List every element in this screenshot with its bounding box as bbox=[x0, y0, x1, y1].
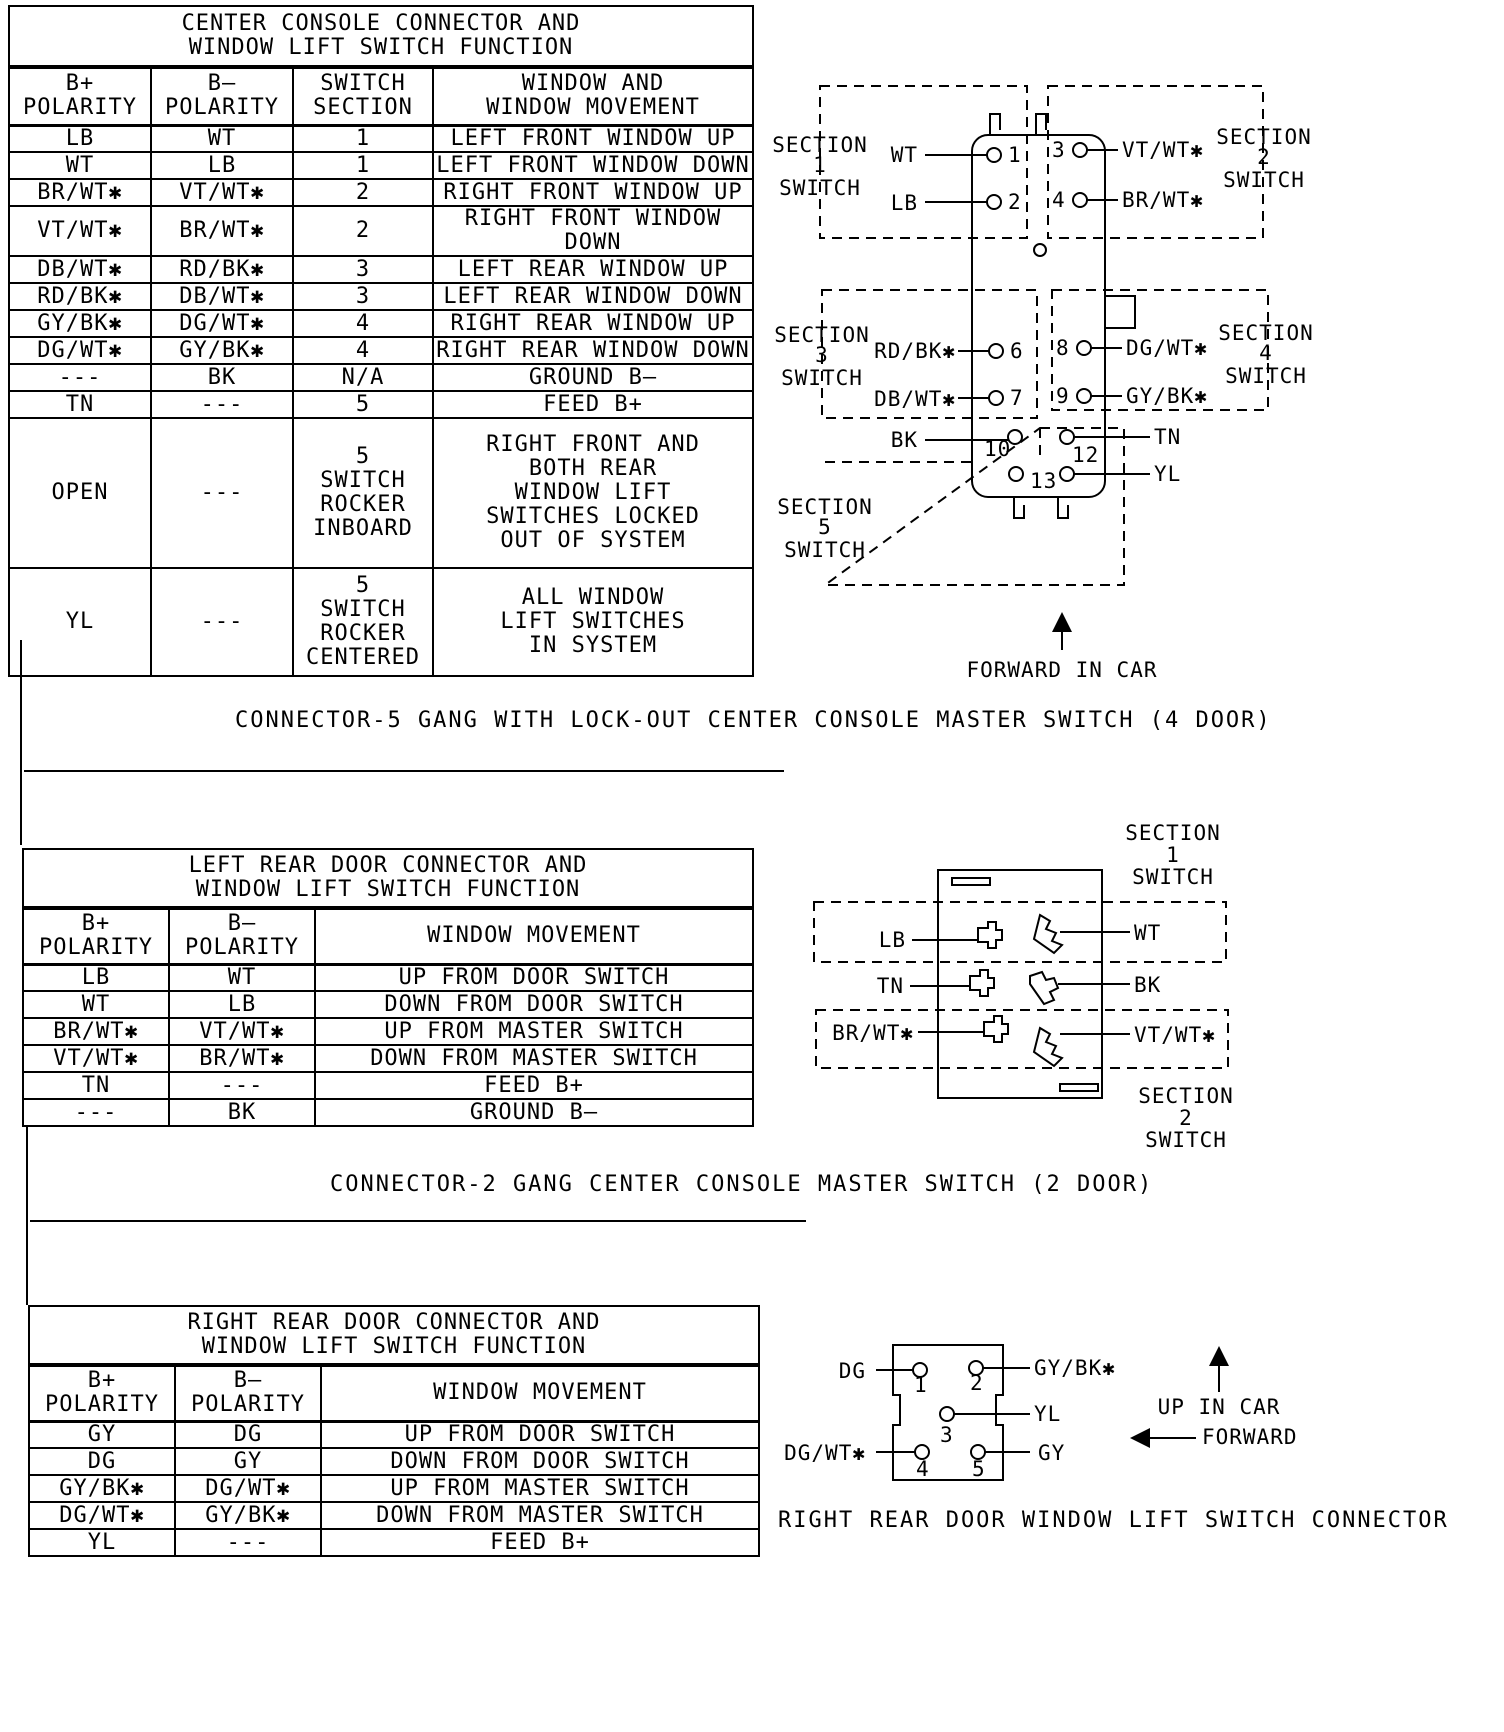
section-label: SECTION bbox=[1218, 321, 1314, 345]
wire-label: LB bbox=[878, 928, 906, 952]
pin-number: 2 bbox=[1008, 190, 1022, 214]
table-cell: DOWN FROM MASTER SWITCH bbox=[321, 1502, 759, 1529]
column-header: WINDOW AND WINDOW MOVEMENT bbox=[433, 67, 753, 125]
table-cell: FEED B+ bbox=[315, 1072, 753, 1099]
table-cell: GY bbox=[175, 1448, 321, 1475]
wire-label: DG bbox=[838, 1359, 866, 1383]
table-cell: 1 bbox=[293, 152, 433, 179]
table-cell: LEFT REAR WINDOW DOWN bbox=[433, 283, 753, 310]
five-gang-connector-diagram bbox=[820, 86, 1268, 650]
table-cell: DG bbox=[29, 1448, 175, 1475]
table-cell: RIGHT REAR WINDOW UP bbox=[433, 310, 753, 337]
table-cell: 2 bbox=[293, 206, 433, 256]
table-cell: 3 bbox=[293, 283, 433, 310]
table-cell: LEFT REAR WINDOW UP bbox=[433, 256, 753, 283]
table-cell: DG bbox=[175, 1421, 321, 1448]
table-cell: BR/WT✱ bbox=[9, 179, 151, 206]
table-cell: BK bbox=[169, 1099, 315, 1126]
table-cell: 5 SWITCH ROCKER INBOARD bbox=[293, 418, 433, 568]
wire-label: BR/WT✱ bbox=[832, 1021, 914, 1045]
table-cell: DB/WT✱ bbox=[151, 283, 293, 310]
table-cell: 5 SWITCH ROCKER CENTERED bbox=[293, 568, 433, 676]
latch-slot bbox=[1060, 1084, 1098, 1091]
wire-label: WT bbox=[1134, 921, 1162, 945]
wire-label: TN bbox=[1154, 425, 1182, 449]
wire-label: YL bbox=[1034, 1402, 1062, 1426]
section-number: 3 bbox=[815, 343, 829, 367]
wire-label: BK bbox=[1134, 973, 1162, 997]
table-cell: BR/WT✱ bbox=[169, 1045, 315, 1072]
table-cell: 5 bbox=[293, 391, 433, 418]
table-cell: DG/WT✱ bbox=[29, 1502, 175, 1529]
section-label: SECTION bbox=[777, 495, 873, 519]
pin-number: 2 bbox=[970, 1371, 984, 1395]
wire-label: VT/WT✱ bbox=[1122, 138, 1204, 162]
table-title: RIGHT REAR DOOR CONNECTOR AND WINDOW LIFT SWITCH FUNCTION bbox=[29, 1306, 759, 1365]
column-header: WINDOW MOVEMENT bbox=[315, 908, 753, 964]
right-rear-caption: RIGHT REAR DOOR WINDOW LIFT SWITCH CONNECTOR bbox=[778, 1508, 1449, 1533]
wire-label: DG/WT✱ bbox=[1126, 336, 1208, 360]
latch bbox=[1014, 497, 1024, 518]
table-cell: GY/BK✱ bbox=[151, 337, 293, 364]
pin-11 bbox=[1060, 430, 1074, 444]
wire-label: VT/WT✱ bbox=[1134, 1023, 1216, 1047]
section-label: SECTION 1 SWITCH bbox=[1125, 821, 1221, 889]
table-title: CENTER CONSOLE CONNECTOR AND WINDOW LIFT SWITCH FUNCTION bbox=[9, 6, 753, 67]
table-cell: UP FROM DOOR SWITCH bbox=[315, 964, 753, 991]
table-cell: GY/BK✱ bbox=[29, 1475, 175, 1502]
pin-number: 6 bbox=[1010, 339, 1024, 363]
table-cell: N/A bbox=[293, 364, 433, 391]
table-cell: GROUND B— bbox=[433, 364, 753, 391]
table-cell: BR/WT✱ bbox=[151, 206, 293, 256]
table-cell: VT/WT✱ bbox=[169, 1018, 315, 1045]
table-cell: BR/WT✱ bbox=[23, 1018, 169, 1045]
wire-label: BR/WT✱ bbox=[1122, 188, 1204, 212]
section-1-box bbox=[814, 902, 1226, 962]
table-cell: 4 bbox=[293, 310, 433, 337]
table-title: LEFT REAR DOOR CONNECTOR AND WINDOW LIFT SWITCH FUNCTION bbox=[23, 849, 753, 908]
column-header: B— POLARITY bbox=[175, 1365, 321, 1421]
pin-number: 3 bbox=[1052, 138, 1066, 162]
table-cell: --- bbox=[151, 418, 293, 568]
wire-label: BK bbox=[890, 428, 918, 452]
column-header: B+ POLARITY bbox=[23, 908, 169, 964]
pin-3 bbox=[1073, 143, 1087, 157]
pin-2 bbox=[987, 195, 1001, 209]
latch bbox=[990, 114, 1000, 135]
table-cell: TN bbox=[9, 391, 151, 418]
section-label: SWITCH bbox=[781, 366, 863, 390]
table-cell: WT bbox=[151, 125, 293, 152]
table-cell: BK bbox=[151, 364, 293, 391]
connector-2-caption: CONNECTOR-2 GANG CENTER CONSOLE MASTER SWITCH (2 DOOR) bbox=[330, 1172, 1154, 1197]
pin-number: 1 bbox=[914, 1373, 928, 1397]
section-label: SWITCH bbox=[1225, 364, 1307, 388]
pin-number: 9 bbox=[1056, 384, 1070, 408]
table-cell: DOWN FROM DOOR SWITCH bbox=[315, 991, 753, 1018]
table-cell: 1 bbox=[293, 125, 433, 152]
table-cell: --- bbox=[151, 568, 293, 676]
wire-label: LB bbox=[890, 191, 918, 215]
table-cell: DB/WT✱ bbox=[9, 256, 151, 283]
terminal-icon bbox=[984, 1016, 1008, 1042]
table-cell: RIGHT FRONT AND BOTH REAR WINDOW LIFT SWITCHES LOCKED OUT OF SYSTEM bbox=[433, 418, 753, 568]
table-cell: RD/BK✱ bbox=[151, 256, 293, 283]
side-latch bbox=[1105, 296, 1135, 328]
terminal-icon bbox=[1030, 972, 1058, 1004]
wire-label: TN bbox=[876, 974, 904, 998]
table-cell: VT/WT✱ bbox=[9, 206, 151, 256]
table-cell: WT bbox=[169, 964, 315, 991]
section-number: 2 bbox=[1257, 145, 1271, 169]
pin-8 bbox=[1077, 341, 1091, 355]
column-header: B+ POLARITY bbox=[29, 1365, 175, 1421]
pin-number: 3 bbox=[940, 1423, 954, 1447]
table-cell: GY bbox=[29, 1421, 175, 1448]
table-cell: WT bbox=[9, 152, 151, 179]
pin-1 bbox=[987, 148, 1001, 162]
pin-12 bbox=[1060, 467, 1074, 481]
table-cell: --- bbox=[151, 391, 293, 418]
table-cell: LEFT FRONT WINDOW UP bbox=[433, 125, 753, 152]
section-label: SECTION bbox=[774, 323, 870, 347]
forward-label: FORWARD bbox=[1202, 1425, 1298, 1449]
five-gang-labels bbox=[772, 125, 1314, 682]
pin-number: 13 bbox=[1030, 469, 1058, 493]
table-cell: RIGHT FRONT WINDOW DOWN bbox=[433, 206, 753, 256]
table-cell: GY/BK✱ bbox=[175, 1502, 321, 1529]
section-number: 1 bbox=[813, 153, 827, 177]
terminal-icon bbox=[970, 970, 994, 996]
column-header: B— POLARITY bbox=[169, 908, 315, 964]
pin-number: 1 bbox=[1008, 143, 1022, 167]
table-cell: OPEN bbox=[9, 418, 151, 568]
table-cell: LB bbox=[23, 964, 169, 991]
table-cell: FEED B+ bbox=[321, 1529, 759, 1556]
table-cell: DG/WT✱ bbox=[175, 1475, 321, 1502]
wire-label: WT bbox=[890, 143, 918, 167]
wire-label: GY/BK✱ bbox=[1126, 384, 1208, 408]
table-cell: DG/WT✱ bbox=[9, 337, 151, 364]
right-rear-labels bbox=[784, 1356, 1297, 1481]
pin-9 bbox=[1077, 389, 1091, 403]
pin-number: 8 bbox=[1056, 336, 1070, 360]
wire-label: DB/WT✱ bbox=[874, 387, 956, 411]
table-cell: 2 bbox=[293, 179, 433, 206]
table-cell: DOWN FROM MASTER SWITCH bbox=[315, 1045, 753, 1072]
table-cell: --- bbox=[175, 1529, 321, 1556]
wire-label: GY/BK✱ bbox=[1034, 1356, 1116, 1380]
pin-13 bbox=[1009, 467, 1023, 481]
table-cell: LB bbox=[151, 152, 293, 179]
up-in-car-label: UP IN CAR bbox=[1157, 1395, 1281, 1419]
connector-housing bbox=[893, 1345, 1003, 1480]
latch bbox=[1036, 114, 1046, 135]
table-cell: TN bbox=[23, 1072, 169, 1099]
section-label: SWITCH bbox=[779, 176, 861, 200]
pin-3 bbox=[940, 1407, 954, 1421]
pin-number: 4 bbox=[916, 1457, 930, 1481]
table-cell: LEFT FRONT WINDOW DOWN bbox=[433, 152, 753, 179]
pin-6 bbox=[989, 344, 1003, 358]
section-label: SWITCH bbox=[784, 538, 866, 562]
pin-7 bbox=[989, 391, 1003, 405]
table-cell: UP FROM MASTER SWITCH bbox=[315, 1018, 753, 1045]
terminal-icon bbox=[1034, 1028, 1062, 1066]
table-cell: VT/WT✱ bbox=[151, 179, 293, 206]
pin-number: 12 bbox=[1072, 443, 1100, 467]
table-cell: DG/WT✱ bbox=[151, 310, 293, 337]
wire-label: RD/BK✱ bbox=[874, 339, 956, 363]
table-cell: GROUND B— bbox=[315, 1099, 753, 1126]
table-cell: RD/BK✱ bbox=[9, 283, 151, 310]
table-cell: RIGHT REAR WINDOW DOWN bbox=[433, 337, 753, 364]
terminal-icon bbox=[1034, 915, 1062, 953]
section-label: SWITCH bbox=[1223, 168, 1305, 192]
pin-number: 7 bbox=[1010, 386, 1024, 410]
pin-number: 5 bbox=[972, 1457, 986, 1481]
column-header: WINDOW MOVEMENT bbox=[321, 1365, 759, 1421]
section-label: SECTION bbox=[1216, 125, 1312, 149]
section-number: 5 bbox=[818, 515, 832, 539]
table-cell: 3 bbox=[293, 256, 433, 283]
table-cell: --- bbox=[23, 1099, 169, 1126]
table-cell: ALL WINDOW LIFT SWITCHES IN SYSTEM bbox=[433, 568, 753, 676]
table-cell: FEED B+ bbox=[433, 391, 753, 418]
table-cell: LB bbox=[9, 125, 151, 152]
table-cell: DOWN FROM DOOR SWITCH bbox=[321, 1448, 759, 1475]
column-header: B+ POLARITY bbox=[9, 67, 151, 125]
wire-label: GY bbox=[1038, 1441, 1066, 1465]
table-cell: UP FROM MASTER SWITCH bbox=[321, 1475, 759, 1502]
table-cell: LB bbox=[169, 991, 315, 1018]
section-label: SECTION bbox=[772, 133, 868, 157]
table-cell: YL bbox=[9, 568, 151, 676]
wire-label: DG/WT✱ bbox=[784, 1441, 866, 1465]
table-cell: UP FROM DOOR SWITCH bbox=[321, 1421, 759, 1448]
pin-number: 4 bbox=[1052, 188, 1066, 212]
table-cell: 4 bbox=[293, 337, 433, 364]
table-cell: RIGHT FRONT WINDOW UP bbox=[433, 179, 753, 206]
table-cell: GY/BK✱ bbox=[9, 310, 151, 337]
column-header: SWITCH SECTION bbox=[293, 67, 433, 125]
key-hole bbox=[1034, 244, 1046, 256]
table-cell: --- bbox=[169, 1072, 315, 1099]
pin-4 bbox=[1073, 193, 1087, 207]
latch-slot bbox=[952, 878, 990, 885]
wire-label: YL bbox=[1154, 462, 1182, 486]
forward-in-car-label: FORWARD IN CAR bbox=[966, 658, 1158, 682]
column-header: B— POLARITY bbox=[151, 67, 293, 125]
table-cell: --- bbox=[9, 364, 151, 391]
table-cell: YL bbox=[29, 1529, 175, 1556]
pin-number: 10 bbox=[984, 437, 1012, 461]
table-cell: VT/WT✱ bbox=[23, 1045, 169, 1072]
section-number: 4 bbox=[1259, 341, 1273, 365]
connector-5-caption: CONNECTOR-5 GANG WITH LOCK-OUT CENTER CONSOLE MASTER SWITCH (4 DOOR) bbox=[235, 708, 1272, 733]
terminal-icon bbox=[978, 922, 1002, 948]
section-label: SECTION 2 SWITCH bbox=[1138, 1084, 1234, 1152]
table-cell: WT bbox=[23, 991, 169, 1018]
latch bbox=[1058, 497, 1068, 518]
section-2-box bbox=[1048, 86, 1263, 238]
